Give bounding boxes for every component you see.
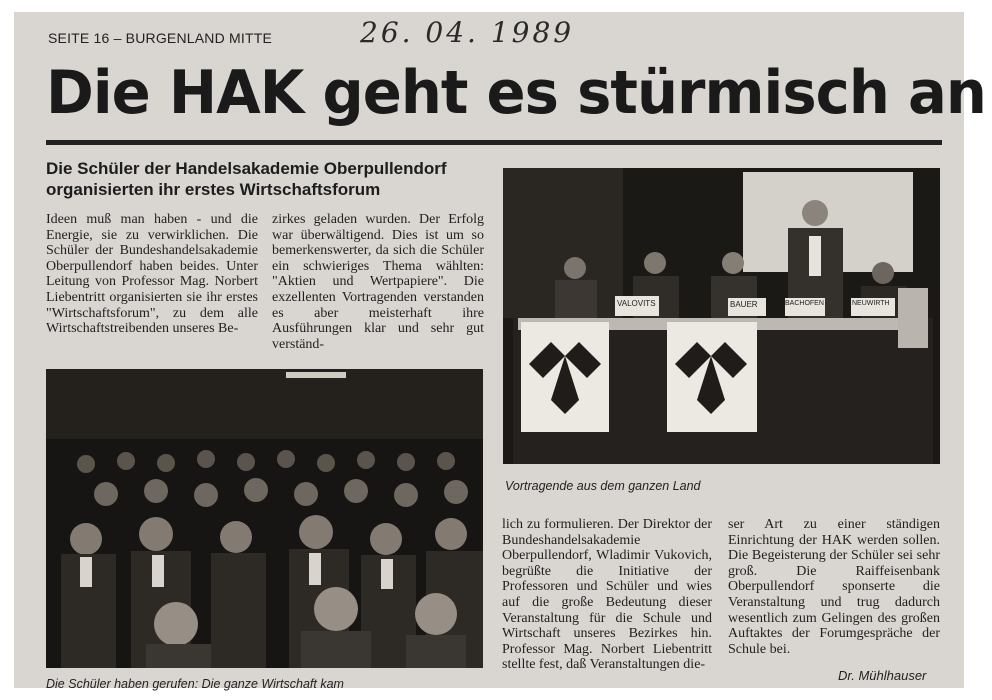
panel-photo-illustration: [503, 168, 940, 464]
panel-photo-caption: Vortragende aus dem ganzen Land: [505, 479, 701, 493]
audience-photo-illustration: [46, 369, 483, 668]
panel-photo: [503, 168, 940, 464]
article-column-2: [272, 212, 484, 352]
name-card-label: NEUWIRTH: [852, 300, 890, 307]
article-column-3: [502, 517, 712, 673]
headline-rule: [46, 140, 942, 145]
handwritten-date: 26. 04. 1989: [360, 16, 575, 49]
article-column-1: [46, 212, 258, 337]
name-card-label: BACHOFEN: [785, 300, 824, 307]
headline: Die HAK geht es stürmisch an: [46, 58, 986, 128]
name-card-label: VALOVITS: [617, 299, 656, 308]
article-text: ser Art zu einer ständigen Einrichtung der HAK werden sollen. Die Begeisterung der Schüler sei sehr groß. Die Raiffeisenbank Oberpullendorf sponserte die Veranstaltung und trug dadurch wesentlich zum Gelingen des großen Auftaktes der Forumgespräche der Schule bei.: [728, 517, 940, 657]
page-header: SEITE 16 – BURGENLAND MITTE: [48, 30, 273, 46]
name-card-label: BAUER: [730, 300, 758, 309]
article-text: lich zu formulieren. Der Direktor der Bundeshandelsakademie Oberpullendorf, Wladimir Vukovich, begrüßte die Initiative der Professoren und Schüler und wies auf die große Bedeutung dieser Veranstaltung für die Schule und Wirtschaft unseres Bezirkes hin. Professor Mag. Norbert Liebentritt stellte fest, daß Veranstaltungen die-: [502, 517, 712, 673]
audience-photo-caption: Die Schüler haben gerufen: Die ganze Wirtschaft kam: [46, 677, 344, 691]
audience-photo: [46, 369, 483, 668]
author-signature: Dr. Mühlhauser: [838, 668, 927, 683]
subheadline: Die Schüler der Handelsakademie Oberpullendorf organisierten ihr erstes Wirtschaftsforum: [46, 159, 447, 199]
article-text: zirkes geladen wurden. Der Erfolg war überwältigend. Dies ist um so bemerkenswerter, da sich die Schüler ein schwieriges Thema wählten: "Aktien und Wertpapiere". Die exzellenten Vortragenden verstanden es aber meisterhaft ihre Ausführungen klar und sehr gut verständ-: [272, 212, 484, 352]
article-column-4: [728, 517, 940, 657]
article-text: Ideen muß man haben - und die Energie, sie zu verwirklichen. Die Schüler der Bundeshandelsakademie Oberpullendorf haben beides. Unter Leitung von Professor Mag. Norbert Liebentritt organisierten sie ihr erstes "Wirtschaftsforum", zu dem alle Wirtschaftstreibenden unseres Be-: [46, 212, 258, 337]
